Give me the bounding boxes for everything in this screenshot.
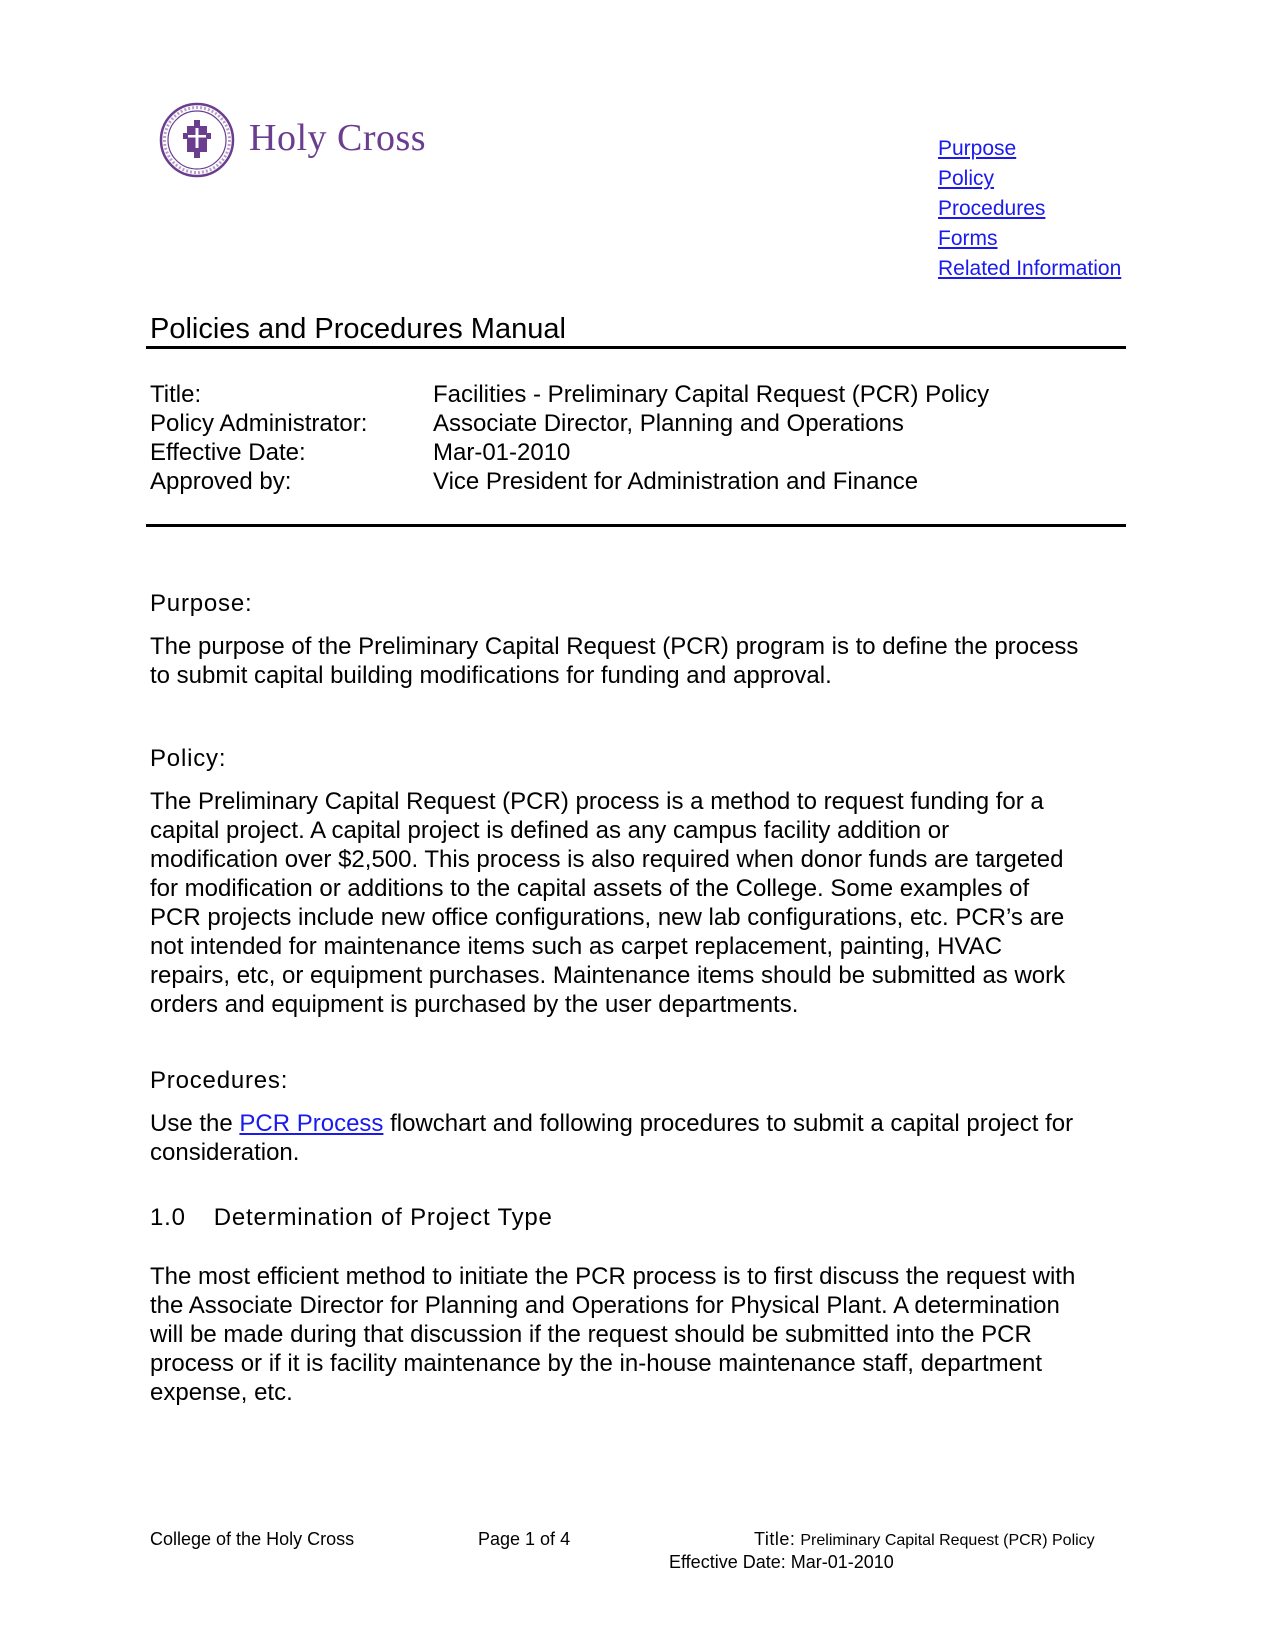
logo-wordmark: Holy Cross bbox=[249, 117, 427, 159]
seal-icon bbox=[157, 100, 237, 180]
meta-label: Approved by: bbox=[150, 468, 292, 495]
footer-effective-date: Effective Date: Mar-01-2010 bbox=[669, 1552, 894, 1572]
footer-title bbox=[754, 1529, 1095, 1550]
footer-title-value: Preliminary Capital Request (PCR) Policy bbox=[800, 1532, 1095, 1549]
meta-value: Facilities - Preliminary Capital Request (PCR) Policy bbox=[433, 381, 990, 408]
procedures-heading: Procedures: bbox=[150, 1067, 289, 1094]
footer-college: College of the Holy Cross bbox=[150, 1529, 355, 1549]
toc-link-related-information[interactable]: Related Information bbox=[938, 257, 1122, 280]
meta-label: Effective Date: bbox=[150, 439, 306, 466]
footer-page-number: Page 1 of 4 bbox=[478, 1529, 571, 1549]
footer-title-label: Title: bbox=[754, 1529, 796, 1549]
meta-row-effective-date bbox=[150, 438, 989, 467]
policy-text: The Preliminary Capital Request (PCR) process is a method to request funding for a capital project. A capital project is defined as any campus facility addition or modification over $2,500. This process is also required when donor funds are targeted for modification or additions to the capital assets of the College. Some examples of PCR projects include new office configurations, new lab configurations, etc. PCR’s are not intended for maintenance items such as carpet replacement, painting, HVAC repairs, etc, or equipment purchases. Maintenance items should be submitted as work orders and equipment is purchased by the user departments. bbox=[150, 788, 1066, 1018]
procedures-text bbox=[150, 1109, 1130, 1167]
purpose-text: The purpose of the Preliminary Capital Request (PCR) program is to define the process to submit capital building modifications for funding and approval. bbox=[150, 633, 1079, 689]
toc-link-purpose[interactable]: Purpose bbox=[938, 137, 1017, 160]
section-title: Determination of Project Type bbox=[213, 1204, 553, 1231]
purpose-heading: Purpose: bbox=[150, 590, 253, 617]
policy-metadata bbox=[150, 380, 989, 496]
divider-top bbox=[146, 346, 1126, 349]
divider-bottom bbox=[146, 524, 1126, 527]
toc-link-procedures[interactable]: Procedures bbox=[938, 197, 1046, 220]
policy-heading: Policy: bbox=[150, 745, 227, 772]
meta-label: Policy Administrator: bbox=[150, 410, 368, 437]
procedures-text-before: Use the bbox=[150, 1110, 240, 1137]
meta-row-approved-by bbox=[150, 467, 989, 496]
meta-row-title bbox=[150, 380, 989, 409]
toc-link-policy[interactable]: Policy bbox=[938, 167, 995, 190]
section-links bbox=[938, 134, 1121, 284]
section-number: 1.0 bbox=[150, 1204, 186, 1231]
meta-value: Vice President for Administration and Finance bbox=[433, 468, 919, 495]
manual-title: Policies and Procedures Manual bbox=[150, 313, 566, 345]
section-1-heading bbox=[150, 1204, 553, 1232]
meta-value: Mar-01-2010 bbox=[433, 439, 571, 466]
meta-label: Title: bbox=[150, 381, 202, 408]
pcr-process-link[interactable]: PCR Process bbox=[239, 1110, 384, 1137]
college-logo bbox=[157, 100, 457, 180]
meta-value: Associate Director, Planning and Operations bbox=[433, 410, 904, 437]
section-1-text: The most efficient method to initiate the PCR process is to first discuss the request with the Associate Director for Planning and Operations for Physical Plant. A determination will be made during that discussion if the request should be submitted into the PCR process or if it is facility maintenance by the in-house maintenance staff, department expense, etc. bbox=[150, 1263, 1076, 1406]
meta-row-administrator bbox=[150, 409, 989, 438]
procedures-text-after: flowchart and following procedures to submit a capital project for consideration. bbox=[150, 1110, 1074, 1166]
toc-link-forms[interactable]: Forms bbox=[938, 227, 998, 250]
